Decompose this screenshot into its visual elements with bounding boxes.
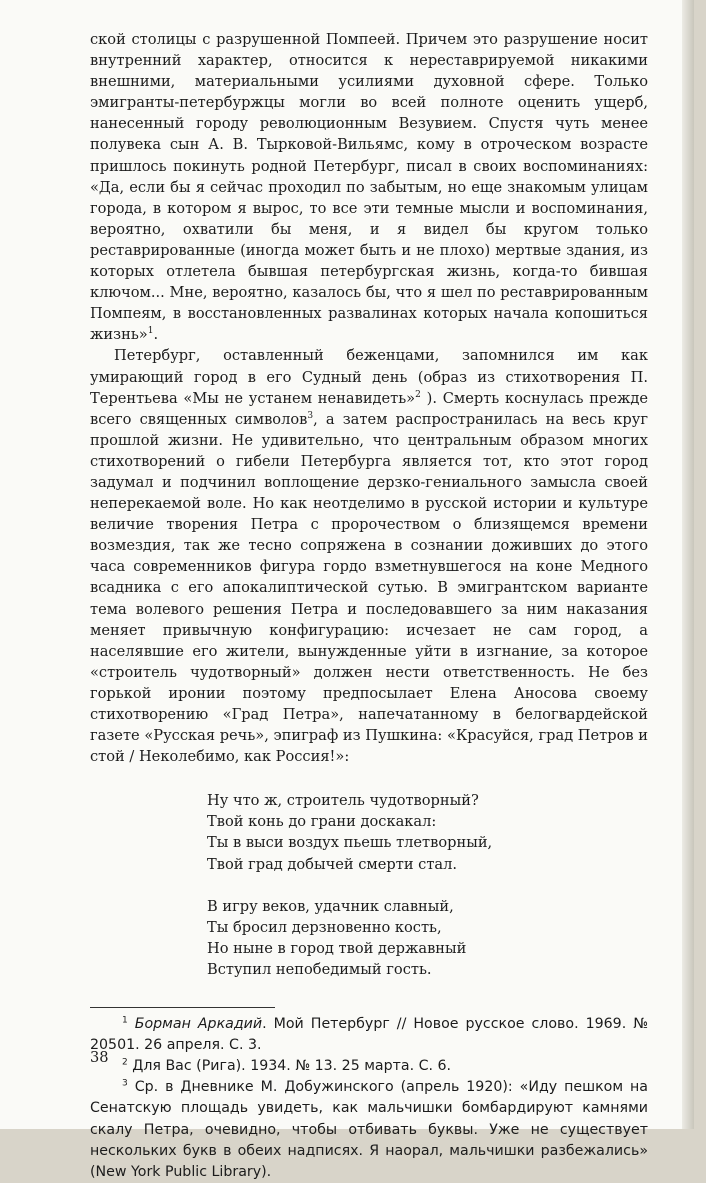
poem-line: Твой град добычей смерти стал. <box>207 855 458 873</box>
footnote-number: 2 <box>122 1057 128 1068</box>
footnotes <box>90 1014 648 1183</box>
poem-line: Ты в выси воздух пьешь тлетворный, <box>207 834 493 852</box>
footnote-ref-2[interactable]: 2 <box>415 389 421 400</box>
poem-line: Ну что ж, строитель чудотворный? <box>207 792 479 810</box>
page-edge-shadow <box>682 0 694 1129</box>
poem-line: В игру веков, удачник славный, <box>207 897 454 915</box>
footnote-1: $^1$ Борман Аркадий. Мой Петербург // Новое русское слово. 1969. № 20501. 26 апреля. С. 3. <box>90 1015 648 1054</box>
poem-line: Твой конь до грани доскакал: <box>207 813 437 831</box>
footnote-3: $^3$ Ср. в Дневнике М. Добужинского (апрель 1920): «Иду пешком на Сенатскую площадь увидеть, как мальчишки бомбардируют камнями скалу Петра, очевидно, чтобы отбивать буквы. Уже не существует нескольких букв в обеих надписях. Я наорал, мальчишки разбежались» (New York Public Library). <box>90 1078 648 1180</box>
poem-line: Но ныне в город твой державный <box>207 939 467 957</box>
page-number: 38 <box>90 1049 109 1066</box>
paragraph-1: ской столицы с разрушенной Помпеей. Причем это разрушение носит внутренний характер, относится к нереставрируемой никакими внешними, материальными усилиями духовной сфере. Только эмигранты-петербуржцы могли во всей полноте оценить ущерб, нанесенный городу революционным Везувием. Спустя чуть менее полувека сын А. В. Тырковой-Вильямс, кому в отроческом возрасте пришлось покинуть родной Петербург, писал в своих воспоминаниях: «Да, если бы я сейчас проходил по забытым, но еще знакомым улицам города, в котором я вырос, то все эти темные мысли и воспоминания, вероятно, охватили бы меня, и я видел бы кругом только реставрированные (иногда может быть и не плохо) мертвые здания, из которых отлетела бывшая петербургская жизнь, когда-то бившая ключом... Мне, вероятно, казалось бы, что я шел по реставрированным Помпеям, в восстановленных развалинах которых начала копошиться жизнь»$^1$. <box>90 31 648 344</box>
stanza-2 <box>207 896 648 980</box>
poem-line: Вступил непобедимый гость. <box>207 960 432 978</box>
footnote-number: 3 <box>122 1078 128 1089</box>
footnote-author: Борман Аркадий <box>134 1016 263 1033</box>
poem-line: Ты бросил дерзновенно кость, <box>207 918 442 936</box>
footnote-2: $^2$ Для Вас (Рига). 1934. № 13. 25 марта. С. 6. <box>122 1057 452 1075</box>
footnote-ref-1[interactable]: 1 <box>147 326 154 337</box>
footnote-number: 1 <box>122 1015 128 1026</box>
footnote-ref-3[interactable]: 3 <box>307 410 314 421</box>
poem <box>207 790 648 980</box>
stanza-1 <box>207 790 648 874</box>
footnote-separator <box>90 1007 275 1008</box>
paragraph-2: Петербург, оставленный беженцами, запомнился им как умирающий город в его Судный день (образ из стихотворения П. Терентьева «Мы не устанем ненавидеть»$^2$ ). Смерть коснулась прежде всего священных символов$^3$, а затем распространилась на весь круг прошлой жизни. Не удивительно, что центральным образом многих стихотворений о гибели Петербурга является тот, кто этот город задумал и подчинил воплощение дерзко-гениального замысла своей неперекаемой воле. Но как неотделимо в русской истории и культуре величие творения Петра с пророчеством о близящемся времени возмездия, так же тесно сопряжена в сознании доживших до этого часа современников фигура гордо взметнувшегося на коне Медного всадника с его апокалиптической сутью. В эмигрантском варианте тема волевого решения Петра и последовавшего за ним наказания меняет привычную конфигурацию: исчезает не сам город, а населявшие его жители, вынужденные уйти в изгнание, за которое «строитель чудотворный» должен нести ответственность. Не без горькой иронии поэтому предпосылает Елена Аносова своему стихотворению «Град Петра», напечатанному в белогвардейской газете «Русская речь», эпиграф из Пушкина: «Красуйся, град Петров и стой / Неколебимо, как Россия!»: <box>90 347 649 766</box>
main-text <box>90 29 648 767</box>
